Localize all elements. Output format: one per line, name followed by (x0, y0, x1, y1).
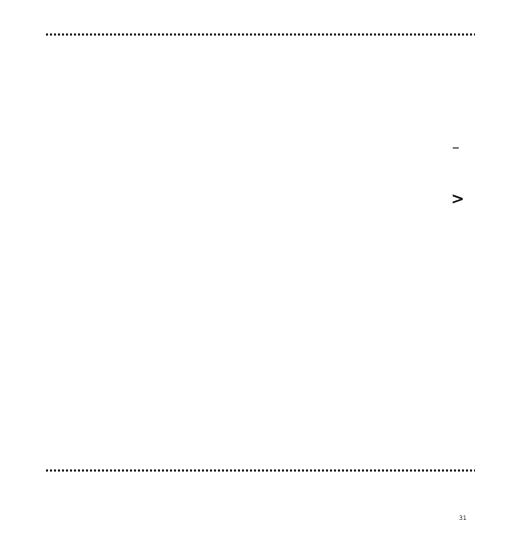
dotted-rule-bottom (45, 469, 475, 472)
left-margin-column (52, 98, 129, 439)
text-column-1 (135, 98, 227, 439)
arrow-right-icon[interactable]: > (451, 189, 465, 208)
text-line (52, 434, 129, 440)
dash-mark: – (452, 138, 460, 156)
dotted-rule-top (45, 33, 475, 36)
page-number: 31 (459, 515, 467, 522)
text-column-2 (233, 98, 328, 439)
text-line (334, 434, 430, 440)
text-column-3 (334, 98, 430, 439)
text-line (135, 434, 227, 440)
text-line (233, 434, 328, 440)
